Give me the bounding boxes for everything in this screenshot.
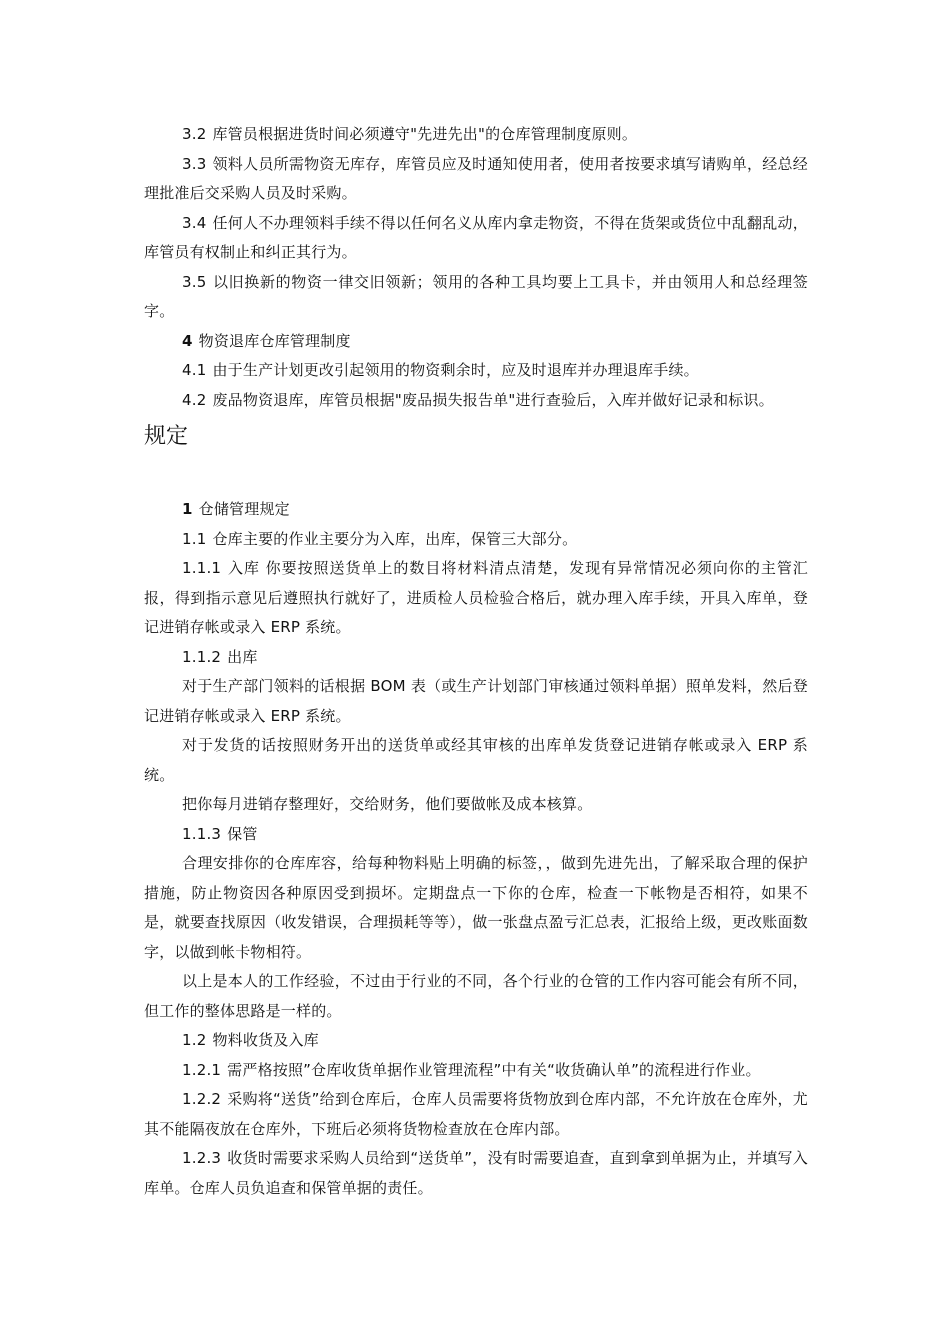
clause-1-1 — [144, 525, 808, 555]
clause-3-5 — [144, 268, 808, 327]
clause-1-1-2 — [144, 643, 808, 673]
clause-text: 需严格按照”仓库收货单据作业管理流程”中有关“收货确认单”的流程进行作业。 — [227, 1060, 761, 1079]
clause-text: 物料收货及入库 — [212, 1031, 319, 1049]
clause-text: 废品物资退库，库管员根据"废品损失报告单"进行查验后，入库并做好记录和标识。 — [212, 390, 774, 409]
clause-text: 库管员根据进货时间必须遵守"先进先出"的仓库管理制度原则。 — [212, 125, 638, 143]
clause-1-2-1 — [144, 1056, 808, 1086]
experience-para — [144, 967, 808, 1026]
clause-text: 采购将“送货”给到仓库后，仓库人员需要将货物放到仓库内部，不允许放在仓库外，尤其不能隔夜放在仓库外，下班后必须将货物检查放在仓库内部。 — [144, 1090, 808, 1138]
clause-1-1-1 — [144, 554, 808, 643]
clause-text: 入库 你要按照送货单上的数目将材料清点清楚，发现有异常情况必须向你的主管汇报，得到指示意见后遵照执行就好了，进质检人员检验合格后，就办理入库手续，开具入库单，登记进销存帐或录入 ERP 系统。 — [144, 559, 808, 636]
clause-4-1 — [144, 356, 808, 386]
clause-number: 4.2 — [182, 390, 207, 409]
document-body — [144, 120, 808, 1203]
clause-text: 仓库主要的作业主要分为入库，出库，保管三大部分。 — [212, 529, 578, 548]
clause-text: 收货时需要求采购人员给到“送货单”，没有时需要追查，直到拿到单据为止，并填写入库单。仓库人员负追查和保管单据的责任。 — [144, 1149, 808, 1197]
section-heading: 规定 — [144, 424, 189, 449]
section-1-title — [144, 495, 808, 525]
clause-number: 1.2.3 — [182, 1149, 222, 1167]
clause-1-2-2 — [144, 1085, 808, 1144]
clause-text: 任何人不办理领料手续不得以任何名义从库内拿走物资，不得在货架或货位中乱翻乱动，库管员有权制止和纠正其行为。 — [144, 213, 808, 261]
clause-text: 以上是本人的工作经验，不过由于行业的不同，各个行业的仓管的工作内容可能会有所不同，但工作的整体思路是一样的。 — [144, 972, 808, 1020]
clause-1-1-3 — [144, 820, 808, 850]
clause-number: 1.1.1 — [182, 559, 222, 577]
clause-number: 4.1 — [182, 361, 207, 379]
monthly-report-para — [144, 790, 808, 820]
clause-text: 以旧换新的物资一律交旧领新；领用的各种工具均要上工具卡，并由领用人和总经理签字。 — [144, 272, 808, 320]
clause-number: 3.4 — [182, 213, 207, 232]
clause-text: 出库 — [227, 647, 258, 666]
clause-number: 1.2 — [182, 1031, 207, 1049]
clause-4-2 — [144, 386, 808, 416]
clause-number: 1.2.1 — [182, 1060, 222, 1079]
outbound-production-para — [144, 672, 808, 731]
clause-number: 1 — [182, 500, 193, 518]
section-4-title — [144, 327, 808, 357]
clause-text: 由于生产计划更改引起领用的物资剩余时，应及时退库并办理退库手续。 — [212, 361, 699, 379]
clause-text: 合理安排你的仓库库容，给每种物料贴上明确的标签，，做到先进先出，了解采取合理的保护措施，防止物资因各种原因受到损坏。定期盘点一下你的仓库，检查一下帐物是否相符，如果不是，就要查找原因（收发错误，合理损耗等等），做一张盘点盈亏汇总表，汇报给上级，更改账面数字，以做到帐卡物相符。 — [144, 854, 808, 961]
clause-3-4 — [144, 209, 808, 268]
clause-text: 仓储管理规定 — [198, 500, 290, 518]
clause-text: 保管 — [227, 824, 258, 843]
clause-number: 3.5 — [182, 272, 207, 291]
clause-number: 3.3 — [182, 154, 207, 173]
clause-number: 1.2.2 — [182, 1090, 222, 1108]
clause-3-2 — [144, 120, 808, 150]
clause-1-2 — [144, 1026, 808, 1056]
clause-number: 4 — [182, 331, 193, 350]
clause-text: 领料人员所需物资无库存，库管员应及时通知使用者，使用者按要求填写请购单，经总经理批准后交采购人员及时采购。 — [144, 154, 808, 202]
clause-number: 1.1 — [182, 529, 207, 548]
clause-text: 对于发货的话按照财务开出的送货单或经其审核的出库单发货登记进销存帐或录入 ERP 系统。 — [144, 736, 808, 784]
clause-text: 对于生产部门领料的话根据 BOM 表（或生产计划部门审核通过领料单据）照单发料，然后登记进销存帐或录入 ERP 系统。 — [144, 677, 808, 725]
storage-para — [144, 849, 808, 967]
clause-text: 把你每月进销存整理好，交给财务，他们要做帐及成本核算。 — [182, 795, 593, 813]
clause-number: 1.1.2 — [182, 647, 222, 666]
clause-3-3 — [144, 150, 808, 209]
outbound-shipping-para — [144, 731, 808, 790]
clause-number: 3.2 — [182, 125, 207, 143]
clause-text: 物资退库仓库管理制度 — [198, 331, 351, 350]
clause-number: 1.1.3 — [182, 824, 222, 843]
clause-1-2-3 — [144, 1144, 808, 1203]
